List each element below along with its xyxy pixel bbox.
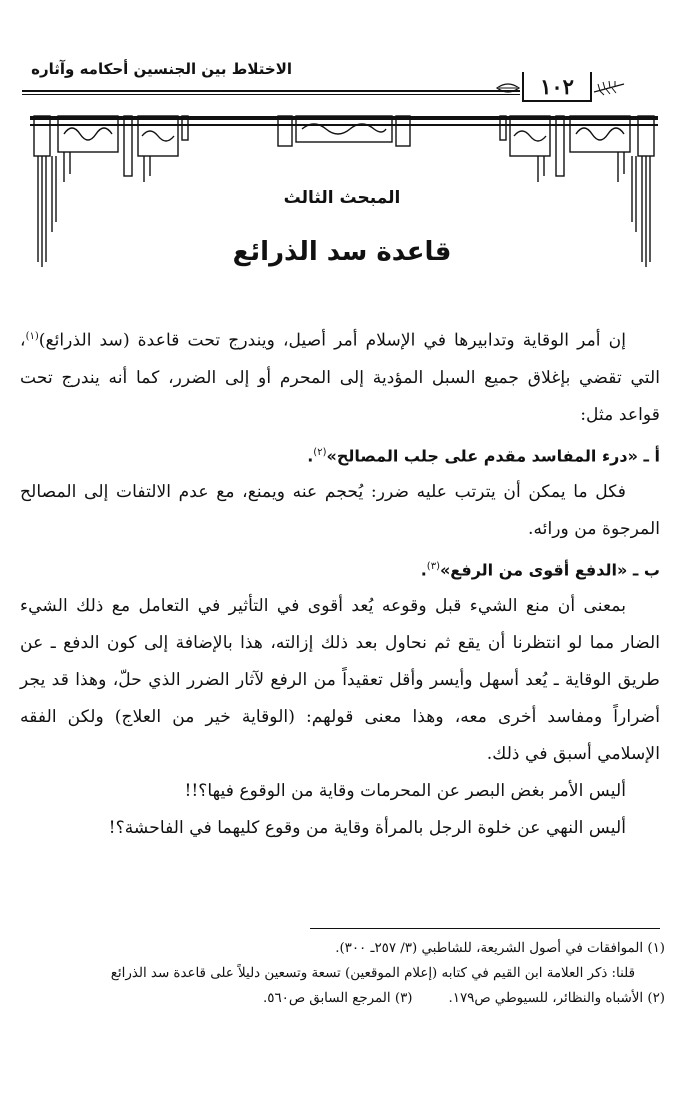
paragraph: أليس النهي عن خلوة الرجل بالمرأة وقاية من وقوع كليهما في الفاحشة؟! [108, 818, 626, 839]
palm-ornament-icon [592, 80, 626, 96]
footnote-1: (١) الموافقات في أصول الشريعة، للشاطبي (٣/ ٢٥٧ـ ٣٠٠). [335, 941, 665, 956]
leaf-ornament-icon [495, 80, 521, 96]
paragraph-text: ، التي تقضي بإغلاق جميع السبل المؤدية إلى المحرم أو إلى الضرر، كما أنه يندرج تحت قواعد مثل: [20, 330, 660, 425]
running-title: الاختلاط بين الجنسين أحكامه وآثاره [31, 60, 292, 78]
rule-a: أ ـ «درء المفاسد مقدم على جلب المصالح»$^{(٢)}$. [307, 446, 660, 466]
footnote-ref: (٣) [426, 561, 440, 573]
page-number: ١٠٢ [522, 72, 592, 102]
footnote-2: (٢) الأشباه والنظائر، للسيوطي ص١٧٩. [448, 991, 665, 1006]
paragraph: أليس الأمر بغض البصر عن المحرمات وقاية من الوقوع فيها؟!! [184, 781, 626, 802]
rule-prefix: ب ـ [627, 560, 660, 580]
paragraph: فكل ما يمكن أن يترتب عليه ضرر: يُحجم عنه ويمنع، مع عدم الالتفات إلى المصالح المرجوة من ورائه. [20, 482, 660, 540]
footnote-ref: (٢) [313, 446, 327, 458]
paragraph-text: إن أمر الوقاية وتدابيرها في الإسلام أمر أصيل، ويندرج تحت قاعدة (سد الذرائع) [38, 330, 626, 351]
rule-text: «الدفع أقوى من الرفع» [439, 560, 628, 580]
footnote-1-note: قلنا: ذكر العلامة ابن القيم في كتابه (إعلام الموقعين) تسعة وتسعين دليلاً على قاعدة سد الذرائع [110, 966, 635, 981]
footnote-row [20, 986, 665, 1011]
rule-b: ب ـ «الدفع أقوى من الرفع»$^{(٣)}$. [420, 560, 660, 580]
chapter-label: المبحث الثالث [283, 188, 401, 208]
header-rule [22, 90, 520, 92]
header-rule-thin [22, 94, 520, 95]
chapter-title: قاعدة سد الذرائع [232, 237, 452, 267]
footnotes [20, 936, 665, 1011]
paragraph: بمعنى أن منع الشيء قبل وقوعه يُعد أقوى في التأثير في التعامل مع ذلك الشيء الضار مما لو انتظرنا أن يقع ثم نحاول بعد ذلك إزالته، هذا بالإضافة إلى كون الدفع ـ عن طريق الوقاية ـ يُعد أسهل وأيسر وأقل تعقيداً من الرفع لآثار الضرر الذي حلّ، وهذا قد يجر أضراراً ومفاسد أخرى معه، وهذا معنى قولهم: (الوقاية خير من العلاج) ولكن الفقه الإسلامي أسبق في ذلك. [20, 596, 660, 765]
body-text [20, 318, 660, 847]
footnote-separator [310, 928, 660, 929]
paragraph [20, 318, 660, 434]
footnote-3: (٣) المرجع السابق ص٥٦٠. [262, 991, 413, 1006]
rule-prefix: أ ـ [637, 446, 660, 466]
rule-text: «درء المفاسد مقدم على جلب المصالح» [326, 446, 638, 466]
footnote-ref: (١) [25, 331, 39, 342]
